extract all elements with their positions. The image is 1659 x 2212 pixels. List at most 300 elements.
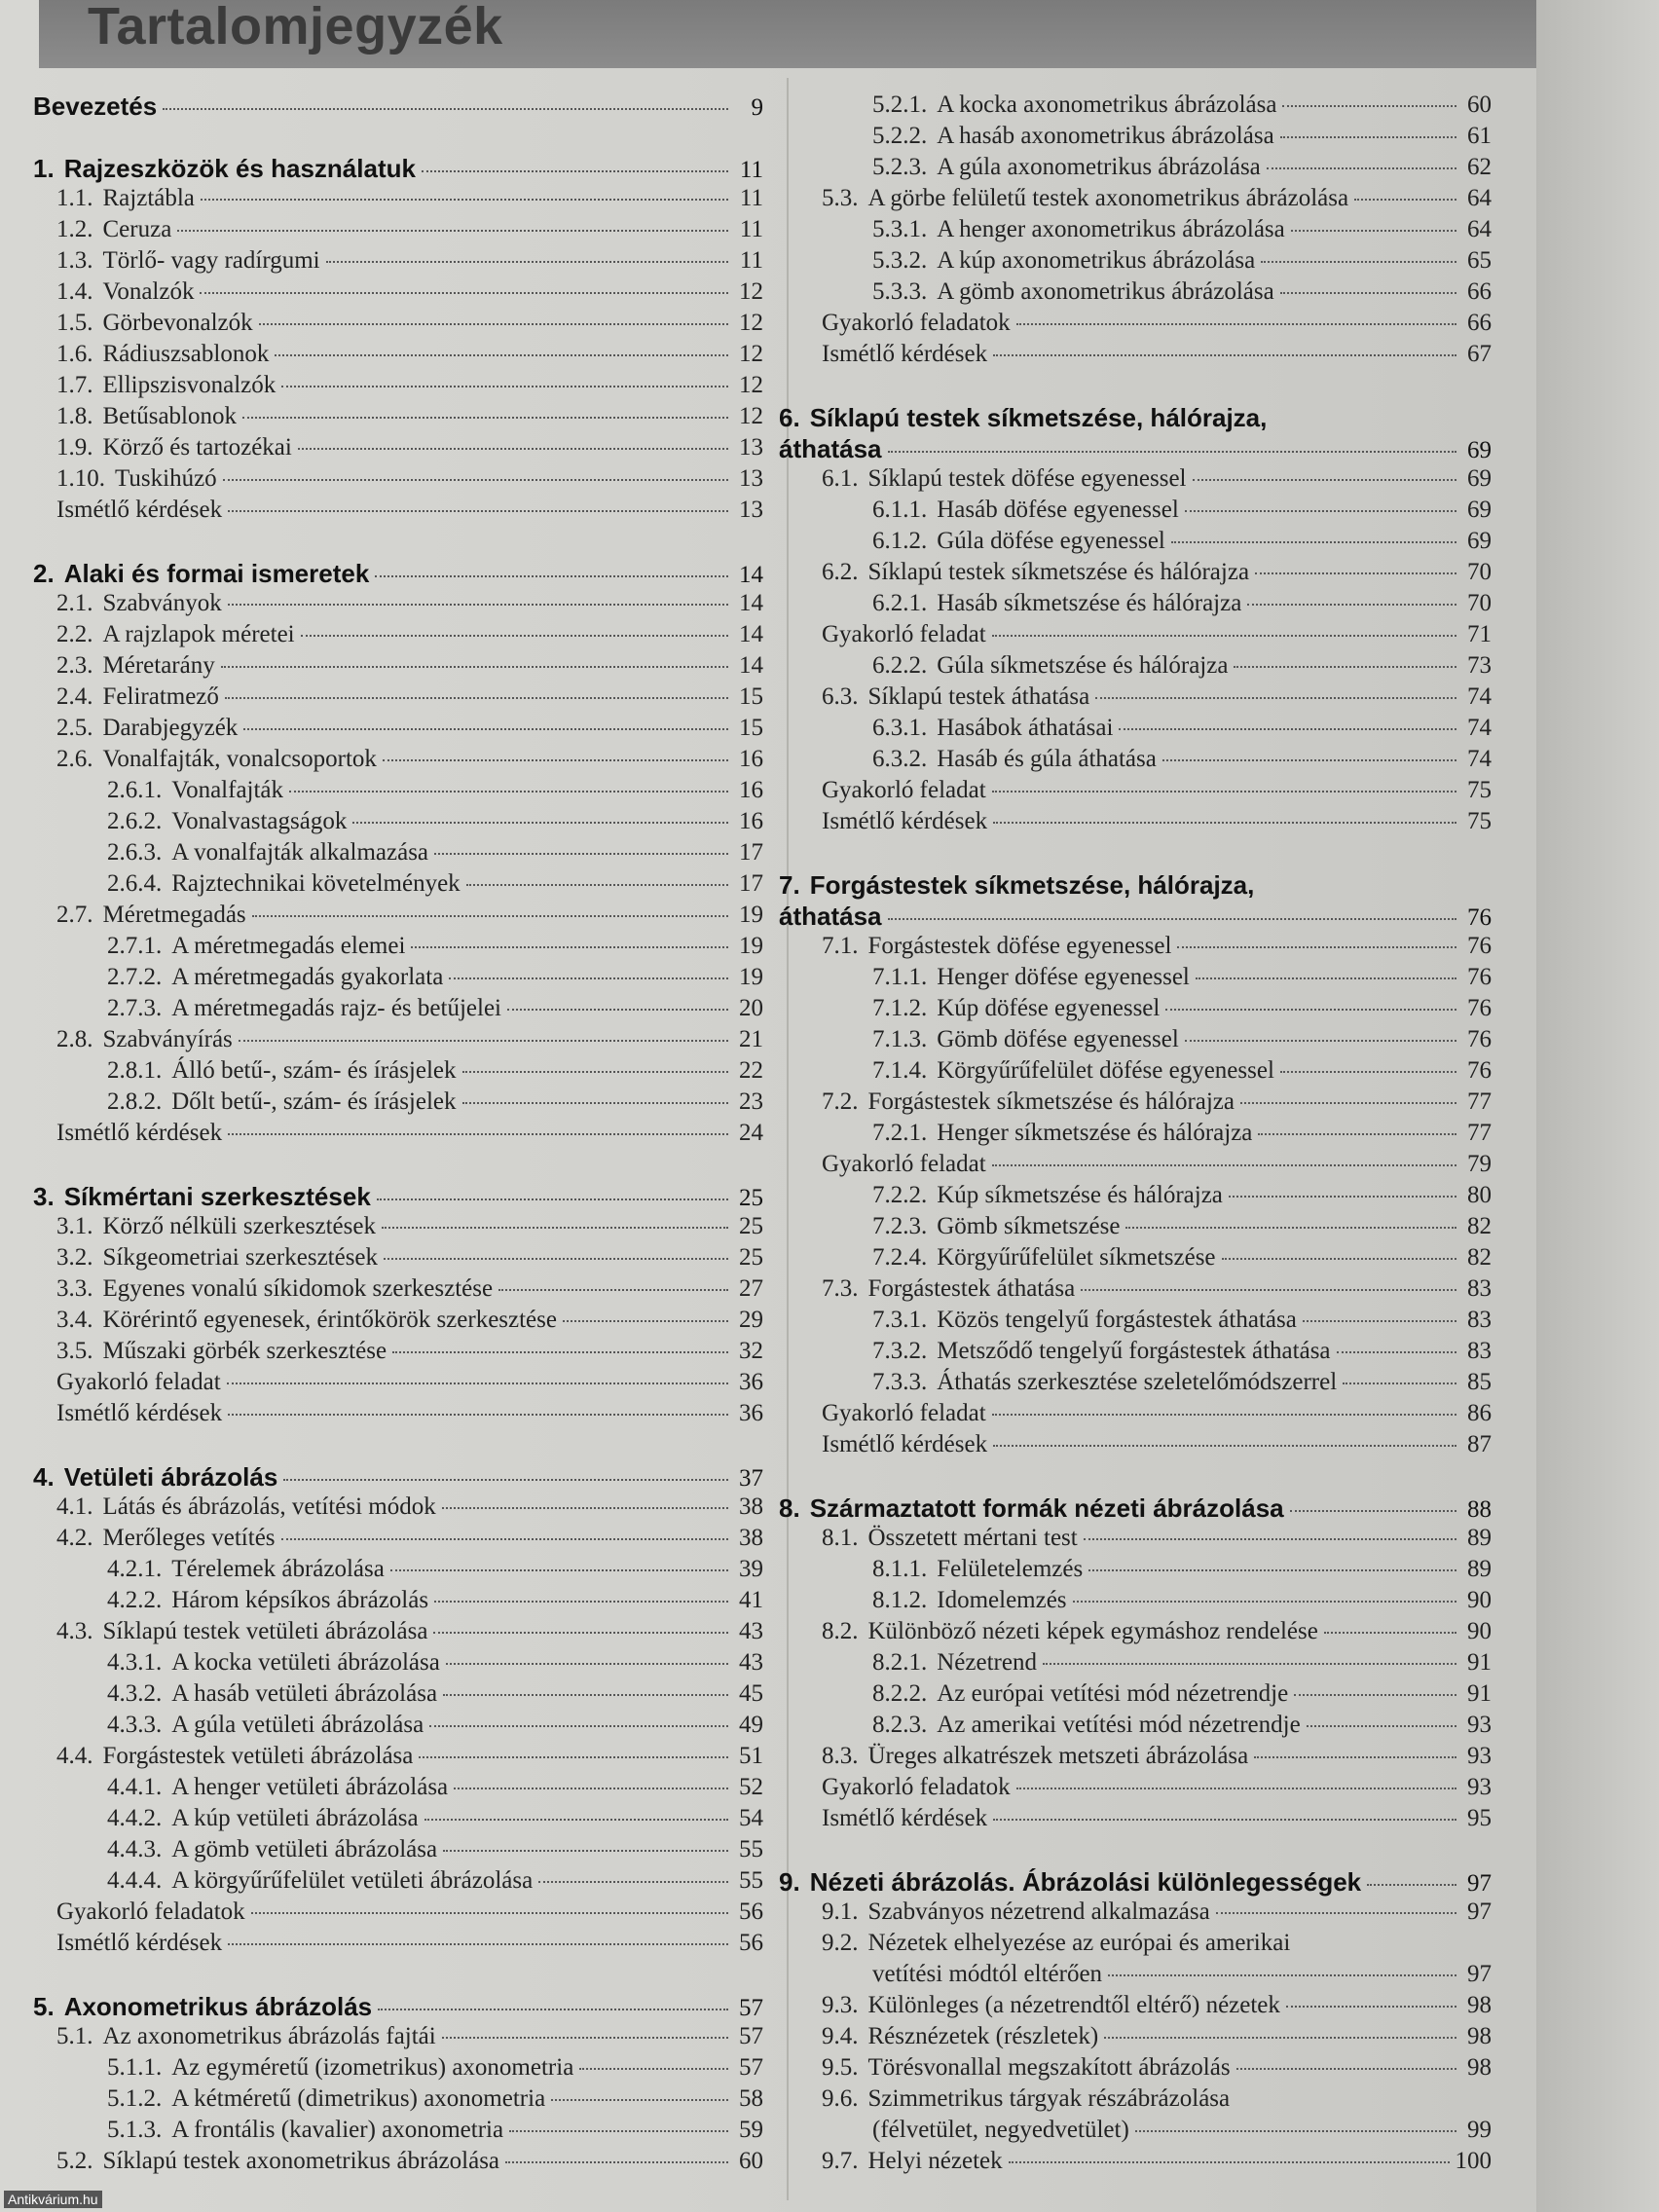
toc-entry-number: 3.2. [56, 1244, 93, 1271]
dot-leader [1073, 1601, 1456, 1603]
toc-entry-title: Gúla síkmetszése és hálórajza [937, 652, 1229, 679]
toc-entry-title: Bevezetés [33, 92, 158, 121]
toc-entry [33, 1088, 763, 1120]
toc-entry-number: 8.3. [822, 1743, 859, 1769]
toc-entry-title: Körérintő egyenesek, érintőkörök szerkesztése [102, 1307, 557, 1333]
dot-leader [378, 2009, 728, 2010]
toc-entry [33, 1338, 763, 1369]
toc-page-number: 25 [739, 1244, 763, 1271]
toc-entry-title: A méretmegadás elemei [171, 933, 406, 959]
toc-entry-number: 8.2.1. [872, 1649, 928, 1676]
toc-entry-title: Síklapú testek döfése egyenessel [867, 465, 1187, 492]
toc-page-number: 69 [1467, 437, 1492, 463]
toc-entry-number: 2.8. [56, 1026, 93, 1052]
section-gap [779, 1462, 1492, 1493]
toc-page-number: 57 [739, 2054, 763, 2081]
toc-entry-number: 5.3. [822, 185, 859, 211]
dot-leader [392, 1351, 728, 1353]
dot-leader [200, 292, 728, 294]
toc-entry-title: Hasábok áthatásai [937, 715, 1114, 741]
dot-leader [1108, 1974, 1456, 1976]
toc-left-column [33, 92, 763, 2179]
toc-entry-title: Forgástestek döfése egyenessel [867, 933, 1172, 959]
toc-entry-title: Az egyméretű (izometrikus) axonometria [171, 2054, 574, 2081]
toc-entry-title: Forgástestek síkmetszése és hálórajza [867, 1088, 1235, 1115]
dot-leader [429, 1725, 728, 1727]
section-gap [33, 1151, 763, 1182]
toc-entry [779, 559, 1492, 590]
dot-leader [1185, 510, 1456, 512]
toc-page-number: 66 [1467, 310, 1492, 336]
toc-entry-title: Vonalvastagságok [171, 808, 348, 834]
toc-entry-number: 2.7.2. [107, 964, 163, 990]
toc-entry [779, 2117, 1492, 2148]
dot-leader [888, 918, 1457, 920]
section-gap [33, 1961, 763, 1992]
toc-entry [33, 1899, 763, 1930]
toc-entry-number: 1.10. [56, 465, 105, 492]
toc-entry-title: Gyakorló feladat [822, 1400, 986, 1426]
dot-leader [1291, 230, 1456, 232]
toc-entry-title: Rajzeszközök és használatuk [63, 154, 416, 183]
dot-leader [424, 1819, 728, 1821]
dot-leader [433, 1632, 728, 1634]
section-gap [779, 839, 1492, 870]
toc-page-number: 13 [739, 465, 763, 492]
dot-leader [281, 1538, 728, 1540]
toc-entry-number: 2.6.2. [107, 808, 163, 834]
toc-entry [33, 1774, 763, 1805]
toc-entry-title: Ismétlő kérdések [56, 1930, 223, 1956]
dot-leader [1354, 199, 1456, 201]
toc-entry-title: Méretmegadás [102, 902, 246, 928]
dot-leader [228, 1133, 728, 1135]
toc-entry [779, 1649, 1492, 1680]
toc-entry [33, 372, 763, 403]
dot-leader [507, 1009, 728, 1011]
toc-entry-title: Ismétlő kérdések [56, 497, 223, 523]
toc-entry-title: Üreges alkatrészek metszeti ábrázolása [867, 1743, 1249, 1769]
toc-entry-title: Kúp síkmetszése és hálórajza [937, 1182, 1223, 1208]
toc-entry [779, 310, 1492, 341]
toc-entry-number: 8.1.2. [872, 1587, 928, 1613]
dot-leader [377, 1198, 728, 1200]
toc-entry [779, 1930, 1492, 1961]
toc-entry [33, 2148, 763, 2179]
toc-entry [33, 1057, 763, 1088]
toc-entry-title: Darabjegyzék [102, 715, 239, 741]
toc-page-number: 55 [739, 1867, 763, 1894]
toc-entry [33, 839, 763, 870]
toc-entry [779, 933, 1492, 964]
title-bar [39, 0, 1536, 68]
dot-leader [177, 230, 728, 232]
toc-entry-number: 6.2.2. [872, 652, 928, 679]
toc-entry-number: 2.7.1. [107, 933, 163, 959]
dot-leader [992, 791, 1456, 793]
toc-entry [779, 2054, 1492, 2085]
dot-leader [383, 759, 728, 761]
toc-entry-title: Betűsablonok [102, 403, 237, 429]
toc-entry [779, 1743, 1492, 1774]
toc-entry [779, 1120, 1492, 1151]
toc-entry-title: Körgyűrűfelület síkmetszése [937, 1244, 1216, 1271]
toc-entry-title: Áthatás szerkesztése szeletelőmódszerrel [937, 1369, 1338, 1395]
toc-entry-title: Axonometrikus ábrázolás [63, 1992, 373, 2021]
toc-entry-number: 4.3.2. [107, 1680, 163, 1707]
toc-entry-title: Gyakorló feladatok [822, 1774, 1011, 1800]
toc-entry-number: 4.1. [56, 1493, 93, 1520]
toc-page-number: 12 [739, 278, 763, 305]
toc-entry-title: Szabványos nézetrend alkalmazása [867, 1899, 1210, 1925]
dot-leader [1367, 1884, 1456, 1886]
dot-leader [419, 1756, 728, 1758]
toc-entry [33, 185, 763, 216]
toc-entry-title: Henger síkmetszése és hálórajza [937, 1120, 1253, 1146]
dot-leader [1193, 479, 1457, 481]
toc-page-number: 59 [739, 2117, 763, 2143]
dot-leader [1162, 759, 1456, 761]
toc-entry-title: Egyenes vonalú síkidomok szerkesztése [102, 1275, 494, 1302]
toc-page-number: 58 [739, 2085, 763, 2112]
toc-page-number: 76 [1467, 964, 1492, 990]
toc-entry-title: vetítési módtól eltérően [872, 1961, 1103, 1987]
toc-entry [779, 1307, 1492, 1338]
toc-entry-title: Három képsíkos ábrázolás [171, 1587, 429, 1613]
toc-entry-number: 5.3.1. [872, 216, 928, 242]
toc-page-number: 82 [1467, 1213, 1492, 1239]
toc-page-number: 51 [739, 1743, 763, 1769]
toc-entry [33, 1213, 763, 1244]
toc-page-number: 14 [739, 652, 763, 679]
toc-page-number: 80 [1467, 1182, 1492, 1208]
toc-page-number: 91 [1467, 1649, 1492, 1676]
toc-entry [779, 1275, 1492, 1307]
toc-entry [33, 1120, 763, 1151]
dot-leader [1135, 2130, 1456, 2132]
toc-page-number: 37 [739, 1465, 763, 1492]
toc-page-number: 62 [1467, 154, 1492, 180]
toc-page-number: 89 [1467, 1556, 1492, 1582]
toc-entry-title: Gyakorló feladat [822, 621, 986, 647]
toc-entry-title: áthatása [779, 902, 882, 931]
section-gap [33, 1431, 763, 1462]
dot-leader [579, 2068, 728, 2070]
toc-entry-number: 1.4. [56, 278, 93, 305]
dot-leader [228, 604, 728, 606]
toc-entry [33, 341, 763, 372]
toc-page-number: 64 [1467, 185, 1492, 211]
toc-entry-number: 7.3.1. [872, 1307, 928, 1333]
toc-entry [779, 216, 1492, 247]
toc-entry [779, 964, 1492, 995]
toc-entry-title: Az axonometrikus ábrázolás fajtái [102, 2023, 436, 2049]
dot-leader [298, 448, 728, 450]
section-gap [779, 1836, 1492, 1867]
toc-page-number: 15 [739, 715, 763, 741]
toc-entry-title: Helyi nézetek [867, 2148, 1003, 2174]
toc-page-number: 98 [1467, 2023, 1492, 2049]
toc-page-number: 90 [1467, 1587, 1492, 1613]
toc-entry-title: Gömb síkmetszése [937, 1213, 1121, 1239]
dot-leader [228, 510, 728, 512]
toc-entry-title: (félvetület, negyedvetület) [872, 2117, 1129, 2143]
toc-entry-title: Síklapú testek síkmetszése és hálórajza [867, 559, 1250, 585]
toc-entry-number: 8.2. [822, 1618, 859, 1644]
toc-entry-number: 2.3. [56, 652, 93, 679]
toc-page-number: 22 [739, 1057, 763, 1084]
toc-page-number: 69 [1467, 528, 1492, 554]
toc-page-number: 76 [1467, 1026, 1492, 1052]
toc-page-number: 76 [1467, 995, 1492, 1021]
toc-entry [33, 1743, 763, 1774]
toc-entry-title: A gömb vetületi ábrázolása [171, 1836, 438, 1862]
toc-chapter-entry [33, 92, 763, 123]
toc-page-number: 45 [739, 1680, 763, 1707]
toc-entry-number: 1.1. [56, 185, 93, 211]
toc-entry-title: Rajztechnikai követelmények [171, 870, 461, 897]
toc-entry-number: 9.7. [822, 2148, 859, 2174]
toc-entry-number: 2.6. [56, 746, 93, 772]
toc-entry-number: 7.3. [822, 1275, 859, 1302]
toc-page-number: 39 [739, 1556, 763, 1582]
toc-entry [779, 808, 1492, 839]
toc-entry-title: Metsződő tengelyű forgástestek áthatása [937, 1338, 1331, 1364]
toc-page-number: 69 [1467, 497, 1492, 523]
toc-page-number: 76 [1467, 904, 1492, 931]
toc-page-number: 36 [739, 1400, 763, 1426]
toc-entry-title: áthatása [779, 434, 882, 463]
dot-leader [1280, 1071, 1456, 1073]
toc-page-number: 43 [739, 1649, 763, 1676]
dot-leader [223, 479, 728, 481]
dot-leader [1261, 261, 1456, 263]
toc-entry-title: Méretarány [102, 652, 215, 679]
dot-leader [1247, 604, 1456, 606]
toc-page-number: 29 [739, 1307, 763, 1333]
toc-page-number: 55 [739, 1836, 763, 1862]
toc-page-number: 90 [1467, 1618, 1492, 1644]
toc-entry [33, 2023, 763, 2054]
next-page-edge [1536, 0, 1659, 2212]
toc-entry-title: Hasáb síkmetszése és hálórajza [937, 590, 1242, 616]
toc-entry-number: 2.6.1. [107, 777, 163, 803]
toc-entry [779, 1774, 1492, 1805]
toc-entry [779, 278, 1492, 310]
dot-leader [1303, 1320, 1456, 1322]
toc-page-number: 24 [739, 1120, 763, 1146]
toc-entry [779, 683, 1492, 715]
toc-page-number: 9 [751, 94, 763, 121]
toc-page-number: 49 [739, 1712, 763, 1738]
dot-leader [422, 170, 728, 172]
toc-entry [779, 123, 1492, 154]
toc-entry-title: A frontális (kavalier) axonometria [171, 2117, 504, 2143]
toc-entry-number: 9.6. [822, 2085, 859, 2112]
toc-entry-title: Síklapú testek axonometrikus ábrázolása [102, 2148, 500, 2174]
toc-entry-number: 7.2.2. [872, 1182, 928, 1208]
toc-entry [779, 1369, 1492, 1400]
toc-entry [33, 746, 763, 777]
toc-entry-title: Nézeti ábrázolás. Ábrázolási különlegességek [809, 1867, 1362, 1897]
dot-leader [551, 2099, 728, 2101]
toc-entry [33, 310, 763, 341]
toc-page-number: 73 [1467, 652, 1492, 679]
toc-page-number: 25 [739, 1213, 763, 1239]
toc-entry [33, 1556, 763, 1587]
toc-page-number: 13 [739, 434, 763, 461]
toc-page-number: 100 [1455, 2148, 1492, 2174]
toc-entry-number: 7.2.1. [872, 1120, 928, 1146]
toc-entry [33, 1836, 763, 1867]
toc-entry-title: A kúp vetületi ábrázolása [171, 1805, 419, 1831]
toc-entry-number: 6. [779, 403, 800, 432]
toc-page-number: 75 [1467, 808, 1492, 834]
toc-chapter-entry [33, 1992, 763, 2023]
toc-entry-title: Résznézetek (részletek) [867, 2023, 1099, 2049]
dot-leader [1343, 1382, 1456, 1384]
dot-leader [1171, 541, 1456, 543]
toc-entry [33, 1587, 763, 1618]
toc-entry [779, 247, 1492, 278]
toc-entry-number: 1.8. [56, 403, 93, 429]
toc-entry-title: Származtatott formák nézeti ábrázolása [809, 1493, 1284, 1523]
toc-page-number: 16 [739, 746, 763, 772]
toc-page-number: 19 [739, 964, 763, 990]
toc-entry-title: Szimmetrikus tárgyak részábrázolása [867, 2085, 1231, 2112]
toc-entry [779, 746, 1492, 777]
toc-entry-title: Szabványírás [102, 1026, 233, 1052]
toc-entry-number: 3.3. [56, 1275, 93, 1302]
toc-entry [33, 683, 763, 715]
toc-entry-number: 4.4.3. [107, 1836, 163, 1862]
toc-entry-title: Gyakorló feladat [822, 1151, 986, 1177]
toc-page-number: 19 [739, 902, 763, 928]
toc-page-number: 54 [739, 1805, 763, 1831]
toc-entry-number: 5.2.2. [872, 123, 928, 149]
toc-entry-number: 7.2.3. [872, 1213, 928, 1239]
toc-entry [779, 1680, 1492, 1712]
toc-entry [33, 1867, 763, 1899]
toc-entry-title: Rádiuszsablonok [102, 341, 270, 367]
toc-entry-title: A rajzlapok méretei [102, 621, 295, 647]
dot-leader [443, 1850, 728, 1852]
toc-entry [779, 2085, 1492, 2117]
dot-leader [411, 946, 728, 948]
dot-leader [228, 1943, 728, 1945]
toc-entry-title: Ismétlő kérdések [822, 808, 988, 834]
toc-entry-title: Merőleges vetítés [102, 1525, 276, 1551]
toc-entry-title: Nézetrend [937, 1649, 1037, 1676]
toc-page-number: 16 [739, 808, 763, 834]
toc-entry-number: 2. [33, 559, 55, 588]
toc-page-number: 57 [739, 1995, 763, 2021]
toc-entry-title: Síklapú testek áthatása [867, 683, 1090, 710]
toc-entry-title: Hasáb döfése egyenessel [937, 497, 1179, 523]
toc-page-number: 93 [1467, 1774, 1492, 1800]
toc-entry [33, 808, 763, 839]
dot-leader [326, 261, 728, 263]
dot-leader [1267, 167, 1456, 169]
toc-entry-number: 2.8.1. [107, 1057, 163, 1084]
toc-entry-number: 9. [779, 1867, 800, 1897]
toc-entry-title: A gúla vetületi ábrázolása [171, 1712, 424, 1738]
dot-leader [1084, 1538, 1456, 1540]
toc-entry-title: Alaki és formai ismeretek [63, 559, 370, 588]
dot-leader [466, 884, 728, 886]
toc-entry-number: 6.3.1. [872, 715, 928, 741]
toc-entry-title: Különböző nézeti képek egymáshoz rendelése [867, 1618, 1318, 1644]
toc-page-number: 83 [1467, 1307, 1492, 1333]
dot-leader [992, 635, 1456, 637]
toc-entry [779, 1244, 1492, 1275]
dot-leader [275, 354, 728, 356]
dot-leader [993, 354, 1456, 356]
toc-entry-title: Gyakorló feladatok [56, 1899, 245, 1925]
toc-entry-number: 4.2. [56, 1525, 93, 1551]
toc-entry [779, 1618, 1492, 1649]
dot-leader [462, 1071, 728, 1073]
toc-entry-number: 1.2. [56, 216, 93, 242]
toc-page-number: 64 [1467, 216, 1492, 242]
toc-page-number: 11 [739, 216, 763, 242]
toc-page-number: 13 [739, 497, 763, 523]
toc-page-number: 74 [1467, 683, 1492, 710]
toc-chapter-entry [33, 559, 763, 590]
toc-entry-title: Törlő- vagy radírgumi [102, 247, 320, 274]
toc-entry-number: 5.1. [56, 2023, 93, 2049]
toc-entry-title: Dőlt betű-, szám- és írásjelek [171, 1088, 457, 1115]
toc-page-number: 11 [739, 157, 763, 183]
dot-leader [454, 1788, 728, 1789]
toc-entry-number: 5.1.2. [107, 2085, 163, 2112]
toc-entry [779, 2148, 1492, 2179]
dot-leader [243, 728, 728, 730]
toc-entry [779, 1057, 1492, 1088]
toc-entry-title: Álló betű-, szám- és írásjelek [171, 1057, 457, 1084]
section-gap [33, 123, 763, 154]
toc-entry-title: Törésvonallal megszakított ábrázolás [867, 2054, 1231, 2081]
toc-entry-title: A méretmegadás rajz- és betűjelei [171, 995, 501, 1021]
dot-leader [538, 1881, 728, 1883]
toc-entry-title: A körgyűrűfelület vetületi ábrázolása [171, 1867, 534, 1894]
toc-page-number: 25 [739, 1185, 763, 1211]
toc-entry-title: Feliratmező [102, 683, 219, 710]
dot-leader [227, 1382, 728, 1384]
toc-entry-number: 9.1. [822, 1899, 859, 1925]
toc-entry-title: A vonalfajták alkalmazása [171, 839, 429, 866]
toc-entry [33, 2117, 763, 2148]
toc-page-number: 15 [739, 683, 763, 710]
toc-entry-title: Síkmértani szerkesztések [63, 1182, 371, 1211]
dot-leader [1016, 1788, 1456, 1789]
toc-entry-number: 7.1.1. [872, 964, 928, 990]
dot-leader [1196, 977, 1456, 979]
dot-leader [1258, 1133, 1456, 1135]
toc-page-number: 11 [739, 185, 763, 211]
toc-page-number: 56 [739, 1930, 763, 1956]
toc-entry-number: 2.7.3. [107, 995, 163, 1021]
toc-entry-title: Síkgeometriai szerkesztések [102, 1244, 379, 1271]
toc-entry [33, 715, 763, 746]
dot-leader [1280, 136, 1456, 138]
toc-entry-title: Különleges (a nézetrendtől eltérő) nézetek [867, 1992, 1280, 2018]
toc-entry [33, 465, 763, 497]
toc-entry [779, 1556, 1492, 1587]
toc-entry [33, 1680, 763, 1712]
toc-page-number: 12 [739, 310, 763, 336]
toc-entry-number: 4.4. [56, 1743, 93, 1769]
